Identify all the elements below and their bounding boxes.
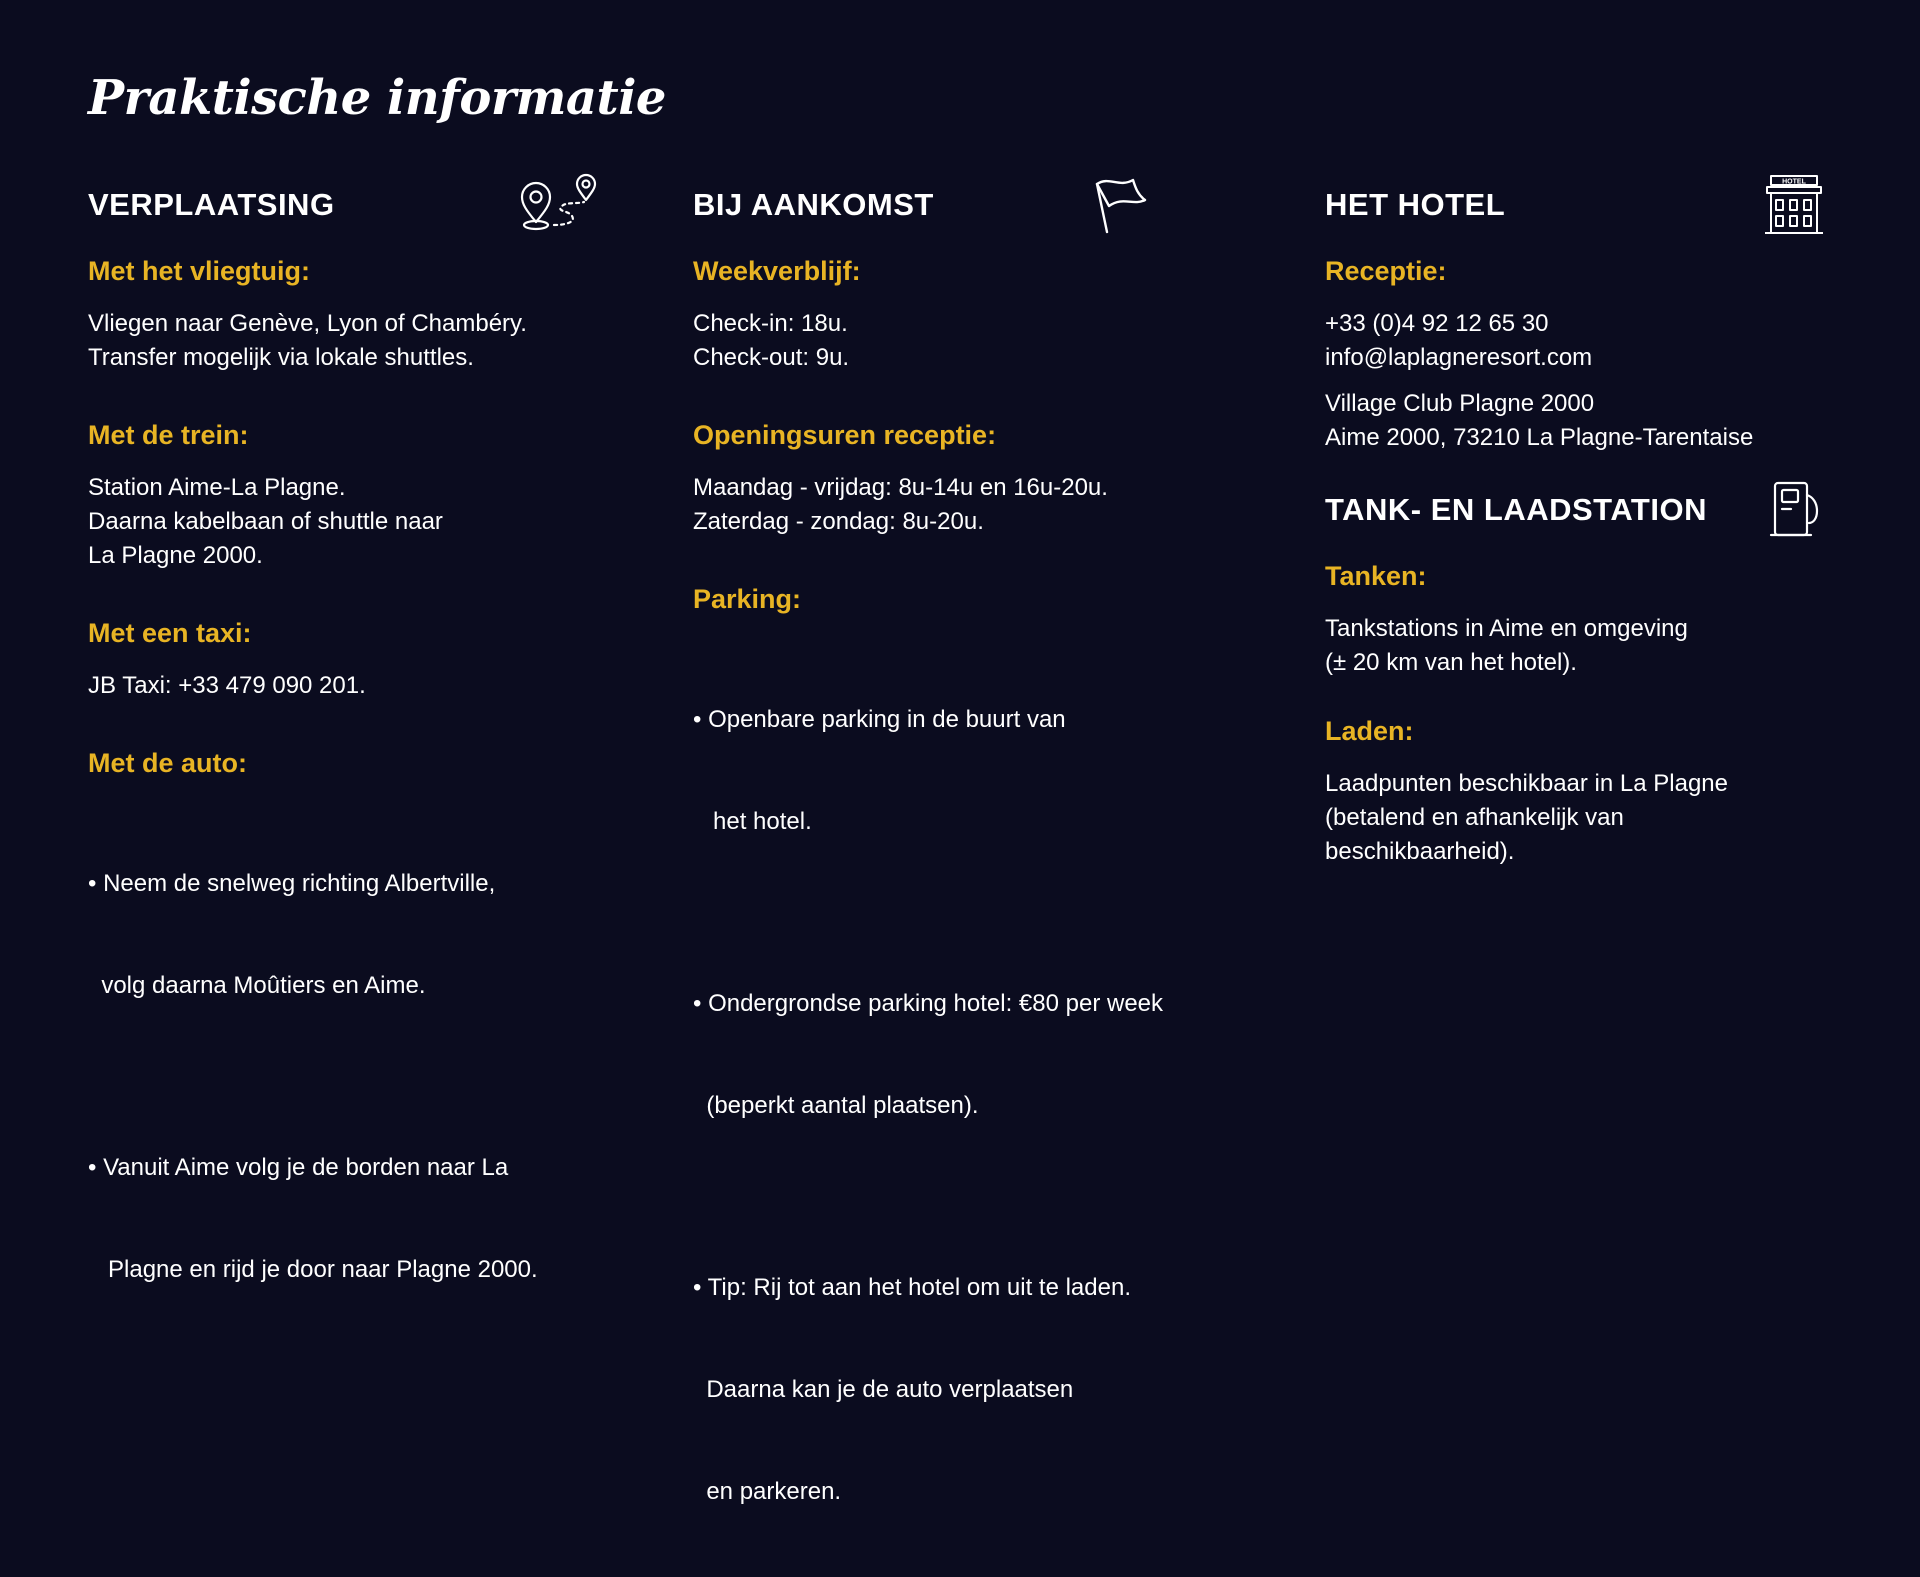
- vliegtuig-text: [88, 307, 608, 375]
- hotel-sign-text: HOTEL: [1782, 178, 1806, 186]
- bullet-line: en parkeren.: [693, 1478, 842, 1505]
- email-address[interactable]: info@laplagneresort.com: [1325, 344, 1593, 371]
- tank-header: [1325, 475, 1825, 545]
- verplaatsing-section: [88, 180, 608, 1355]
- text-line: Village Club Plagne 2000: [1325, 390, 1595, 417]
- receptie-label: Receptie:: [1325, 256, 1447, 286]
- text-line: Tankstations in Aime en omgeving: [1325, 615, 1688, 642]
- bullet-line: • Ondergrondse parking hotel: €80 per week: [693, 990, 1164, 1017]
- tanken-text: [1325, 612, 1845, 680]
- weekverblijf-text: [693, 307, 1253, 375]
- aankomst-header: [693, 170, 1153, 240]
- list-item: [693, 1203, 1253, 1577]
- list-item: [88, 1083, 608, 1355]
- laden-label: Laden:: [1325, 716, 1414, 746]
- text-line: Aime 2000, 73210 La Plagne-Tarentaise: [1325, 424, 1754, 451]
- hotel-section: [1325, 180, 1845, 869]
- aankomst-section: [693, 180, 1253, 1577]
- text-line: Check-in: 18u.: [693, 310, 848, 337]
- text-line: Daarna kabelbaan of shuttle naar: [88, 508, 443, 535]
- taxi-label: Met een taxi:: [88, 618, 252, 648]
- flag-icon: [1087, 172, 1153, 238]
- trein-label: Met de trein:: [88, 420, 249, 450]
- bullet-line: het hotel.: [693, 808, 812, 835]
- text-line: Maandag - vrijdag: 8u-14u en 16u-20u.: [693, 474, 1108, 501]
- weekverblijf-label: Weekverblijf:: [693, 256, 861, 286]
- fuel-pump-icon: [1769, 477, 1825, 543]
- text-line: Laadpunten beschikbaar in La Plagne: [1325, 770, 1728, 797]
- trein-text: [88, 471, 608, 573]
- tanken-label: Tanken:: [1325, 561, 1427, 591]
- text-line: (± 20 km van het hotel).: [1325, 649, 1577, 676]
- bullet-line: (beperkt aantal plaatsen).: [693, 1092, 979, 1119]
- hotel-header: [1325, 170, 1825, 240]
- taxi-text: [88, 669, 608, 703]
- text-line: beschikbaarheid).: [1325, 838, 1515, 865]
- text-line: Zaterdag - zondag: 8u-20u.: [693, 508, 984, 535]
- receptie-text: [1325, 307, 1845, 375]
- verplaatsing-header: [88, 170, 608, 240]
- bullet-line: • Tip: Rij tot aan het hotel om uit te laden.: [693, 1274, 1131, 1301]
- vliegtuig-label: Met het vliegtuig:: [88, 256, 310, 286]
- text-line: (betalend en afhankelijk van: [1325, 804, 1624, 831]
- text-line: Check-out: 9u.: [693, 344, 850, 371]
- list-item: [693, 635, 1253, 907]
- list-item: [88, 799, 608, 1071]
- auto-label: Met de auto:: [88, 748, 247, 778]
- bullet-line: volg daarna Moûtiers en Aime.: [88, 972, 426, 999]
- text-line: Station Aime-La Plagne.: [88, 474, 346, 501]
- page-title: Praktische informatie: [88, 70, 666, 126]
- bullet-line: • Openbare parking in de buurt van: [693, 706, 1066, 733]
- laden-text: [1325, 767, 1845, 869]
- bullet-line: Plagne en rijd je door naar Plagne 2000.: [88, 1256, 538, 1283]
- text-line: Transfer mogelijk via lokale shuttles.: [88, 344, 474, 371]
- hotel-address: [1325, 387, 1845, 455]
- openingsuren-text: [693, 471, 1253, 539]
- bullet-line: • Neem de snelweg richting Albertville,: [88, 870, 496, 897]
- bullet-line: Daarna kan je de auto verplaatsen: [693, 1376, 1074, 1403]
- route-map-pins-icon: [518, 172, 608, 238]
- hotel-building-icon: [1763, 172, 1825, 238]
- list-item: [693, 919, 1253, 1191]
- aankomst-title: BIJ AANKOMST: [693, 187, 934, 222]
- phone-number: +33 (0)4 92 12 65 30: [1325, 310, 1549, 337]
- text-line: JB Taxi: +33 479 090 201.: [88, 672, 366, 699]
- bullet-line: • Vanuit Aime volg je de borden naar La: [88, 1154, 509, 1181]
- tank-title: TANK- EN LAADSTATION: [1325, 492, 1707, 527]
- parking-label: Parking:: [693, 584, 802, 614]
- text-line: La Plagne 2000.: [88, 542, 263, 569]
- text-line: Vliegen naar Genève, Lyon of Chambéry.: [88, 310, 527, 337]
- openingsuren-label: Openingsuren receptie:: [693, 420, 997, 450]
- verplaatsing-title: VERPLAATSING: [88, 187, 335, 222]
- hotel-title: HET HOTEL: [1325, 187, 1506, 222]
